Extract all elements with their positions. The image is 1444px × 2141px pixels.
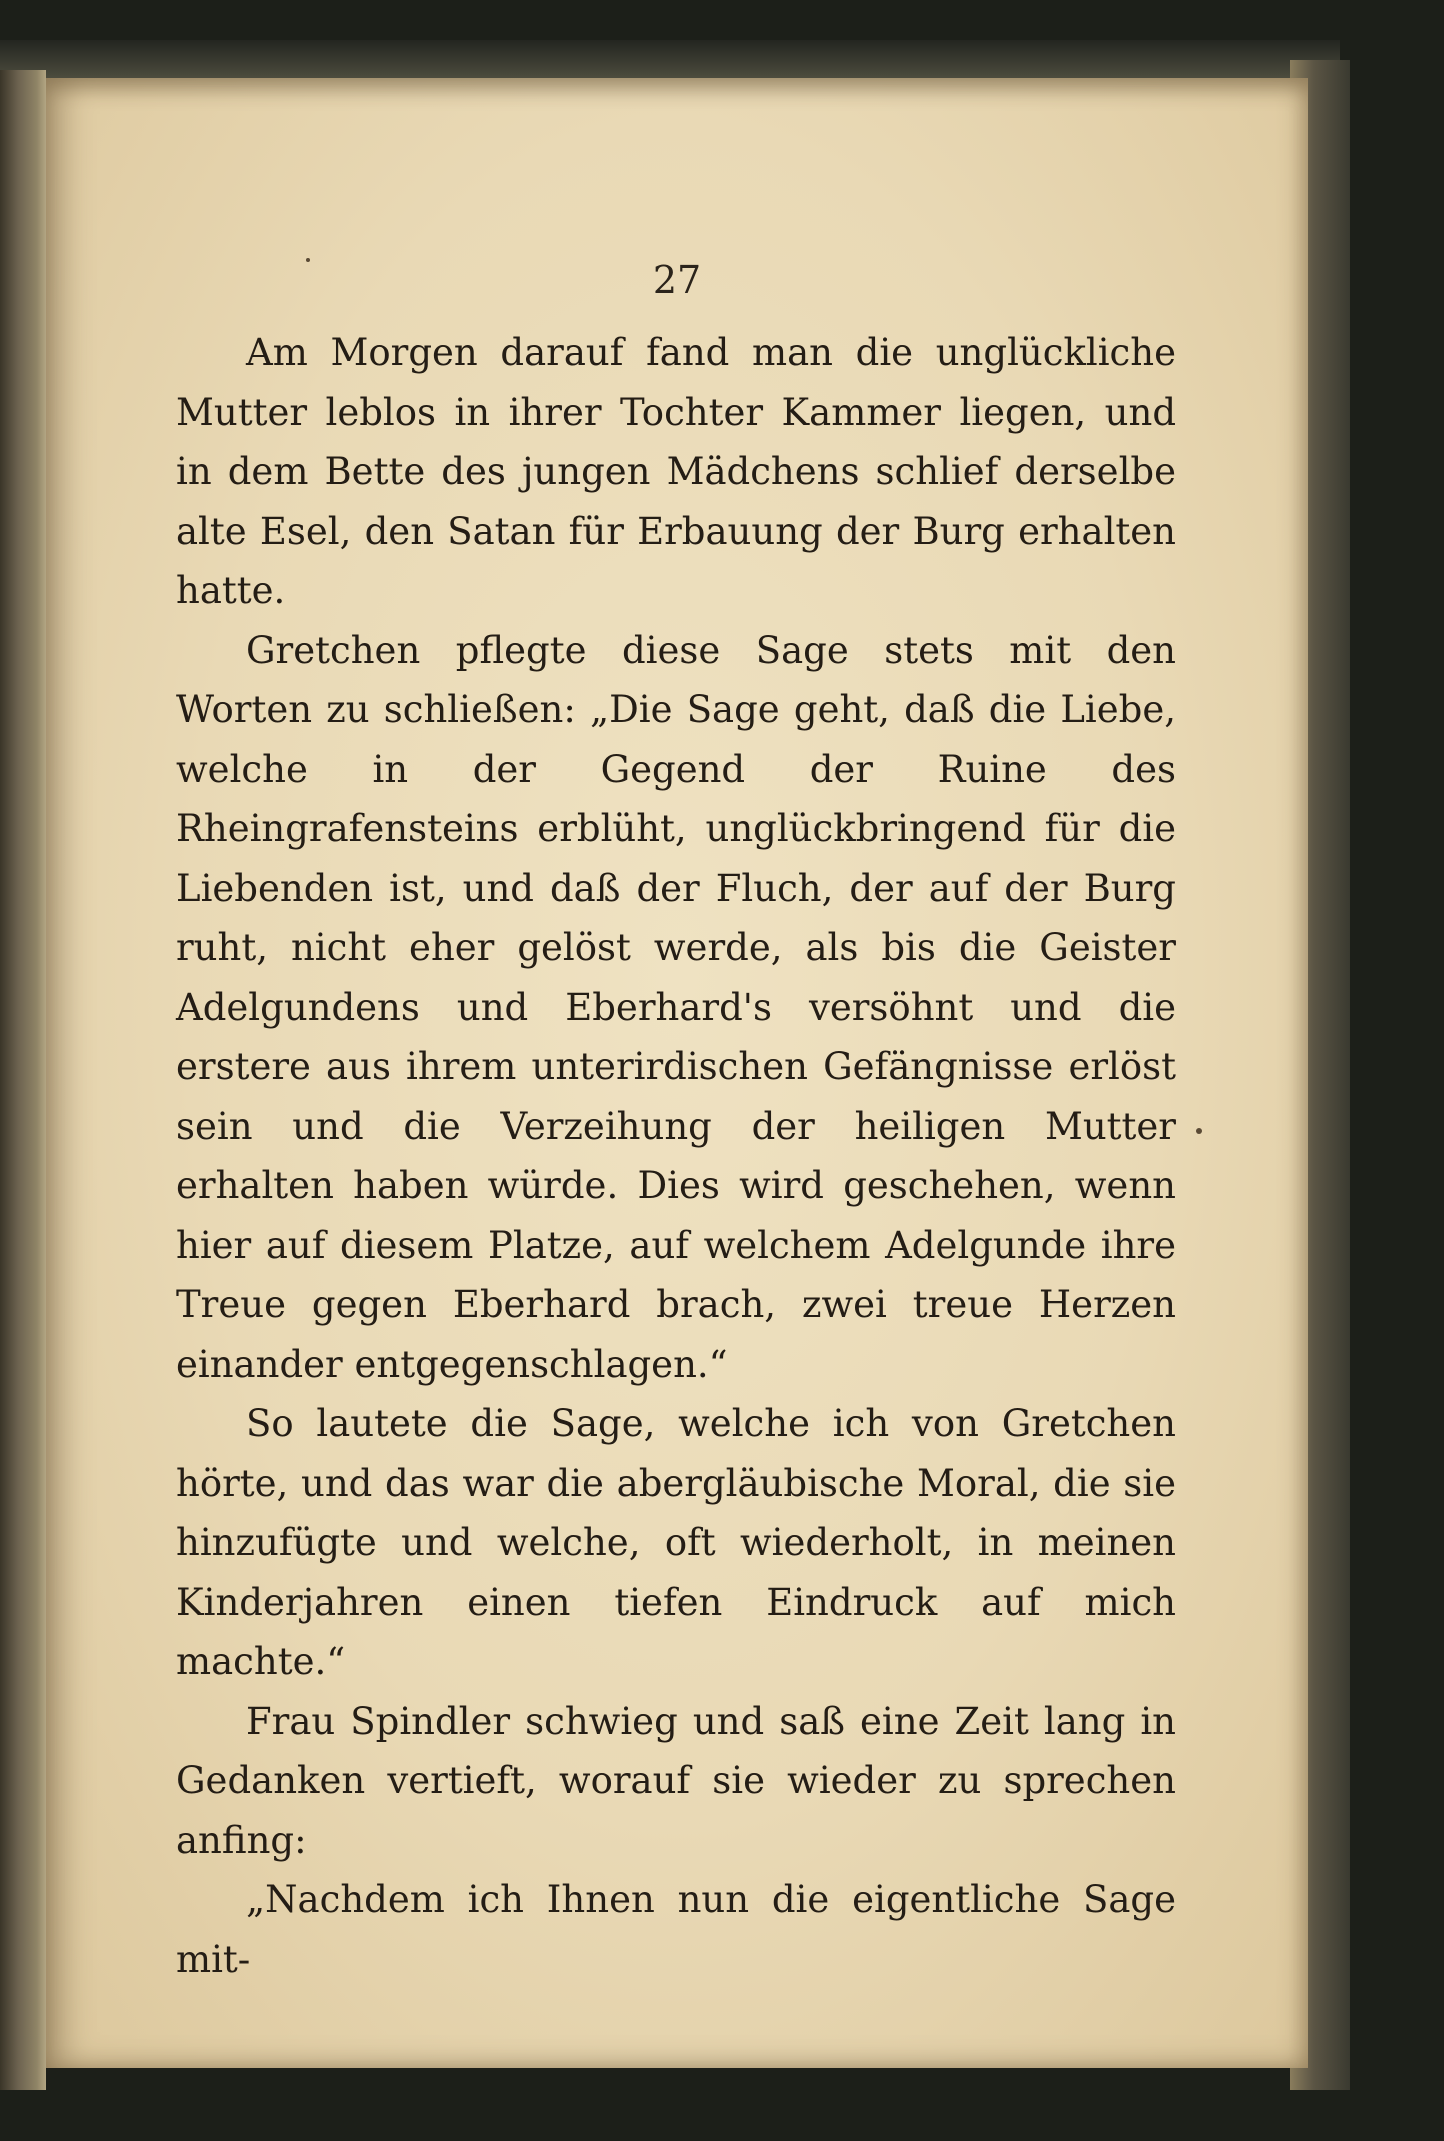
paragraph-2: Gretchen pflegte diese Sage stets mit den Worten zu schließen: „Die Sage geht, daß die Liebe, welche in der Gegend der Ruine des Rheingrafensteins erblüht, unglückbringend für die Liebenden ist, und daß der Fluch, der auf der Burg ruht, nicht eher gelöst werde, als bis die Geister Adelgundens und Eberhard's versöhnt und die erstere aus ihrem unterirdischen Gefängnisse erlöst sein und die Verzeihung der heiligen Mutter erhalten haben würde. Dies wird geschehen, wenn hier auf diesem Platze, auf welchem Adelgunde ihre Treue gegen Eberhard brach, zwei treue Herzen einander entgegenschlagen.“ <box>176 628 1176 1386</box>
paragraph-3: So lautete die Sage, welche ich von Gretchen hörte, und das war die abergläubische Moral, die sie hinzufügte und welche, oft wiederholt, in meinen Kinderjahren einen tiefen Eindruck auf mich machte.“ <box>176 1402 1176 1683</box>
paragraph-4: Frau Spindler schwieg und saß eine Zeit lang in Gedanken vertieft, worauf sie wieder zu sprechen anfing: <box>176 1699 1176 1862</box>
book-page <box>46 78 1308 2068</box>
paper-speck <box>1196 1128 1202 1134</box>
book-gutter <box>0 70 46 2090</box>
paragraph-1: Am Morgen darauf fand man die unglückliche Mutter leblos in ihrer Tochter Kammer liegen, und in dem Bette des jungen Mädchens schlief derselbe alte Esel, den Satan für Erbauung der Burg erhalten hatte. <box>176 331 1176 612</box>
paper-speck <box>306 258 310 262</box>
paragraph-5: „Nachdem ich Ihnen nun die eigentliche Sage mit- <box>176 1878 1176 1981</box>
page-number: 27 <box>652 258 702 302</box>
page-text <box>176 323 1176 1989</box>
